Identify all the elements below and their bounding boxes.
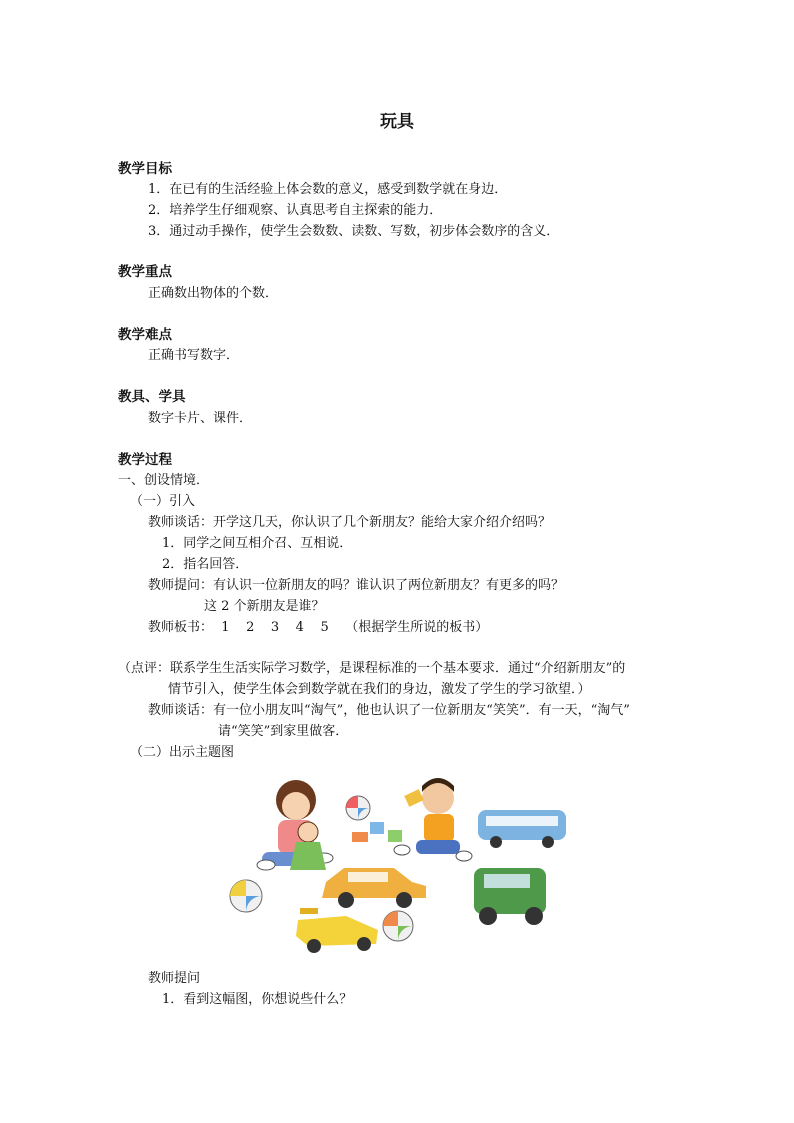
teacher-question-2: 教师提问 xyxy=(148,971,201,986)
section-1: 一、创设情境． xyxy=(118,473,210,488)
beach-ball xyxy=(346,796,370,820)
part-1: （一）引入 xyxy=(130,494,196,509)
difficulty-heading: 教学难点 xyxy=(118,327,172,343)
step-1: 1．同学之间互相介召、互相说． xyxy=(162,536,353,551)
comment-line-2: 情节引入，使学生体会到数学就在我们的身边，激发了学生的学习欲望．） xyxy=(168,682,591,697)
teacher-talk-2: 教师谈话：有一位小朋友叫“淘气”，他也认识了一位新朋友“笑笑”．有一天，“淘气” xyxy=(148,703,630,718)
toys-theme-illustration xyxy=(226,770,578,956)
teacher-talk-2-cont: 请“笑笑”到家里做客． xyxy=(218,724,349,739)
teacher-question-1: 教师提问：有认识一位新朋友的吗？谁认识了两位新朋友？有更多的吗？ xyxy=(148,578,565,593)
key-point-heading: 教学重点 xyxy=(118,264,172,280)
part-2: （二）出示主题图 xyxy=(130,745,235,760)
process-heading: 教学过程 xyxy=(118,452,172,468)
objective-item: 3．通过动手操作，使学生会数数、读数、写数，初步体会数序的含义． xyxy=(148,224,560,239)
comment-line-1: （点评：联系学生生活实际学习数学，是课程标准的一个基本要求．通过“介绍新朋友”的 xyxy=(118,661,626,676)
toy-car xyxy=(322,868,426,908)
beach-ball xyxy=(383,911,413,941)
tools-text: 数字卡片、课件． xyxy=(148,411,253,426)
toy-race-car xyxy=(296,908,378,953)
question-1: 1．看到这幅图，你想说些什么？ xyxy=(162,992,353,1007)
teacher-question-1-cont: 这 2 个新朋友是谁？ xyxy=(204,599,325,614)
tools-heading: 教具、学具 xyxy=(118,389,186,405)
teacher-board: 教师板书： 1 2 3 4 5 （根据学生所说的板书） xyxy=(148,620,489,635)
objectives-heading: 教学目标 xyxy=(118,161,172,177)
objective-item: 1．在已有的生活经验上体会数的意义，感受到数学就在身边． xyxy=(148,182,508,197)
objective-item: 2．培养学生仔细观察、认真思考自主探索的能力． xyxy=(148,203,443,218)
teacher-talk-1: 教师谈话：开学这几天，你认识了几个新朋友？能给大家介绍介绍吗？ xyxy=(148,515,552,530)
boy-figure xyxy=(394,778,472,861)
key-point-text: 正确数出物体的个数． xyxy=(148,286,279,301)
step-2: 2．指名回答． xyxy=(162,557,249,572)
difficulty-text: 正确书写数字． xyxy=(148,348,240,363)
toy-jeep xyxy=(474,868,546,925)
toy-bus xyxy=(478,810,566,848)
page-title: 玩具 xyxy=(380,112,414,132)
beach-ball xyxy=(230,880,262,912)
